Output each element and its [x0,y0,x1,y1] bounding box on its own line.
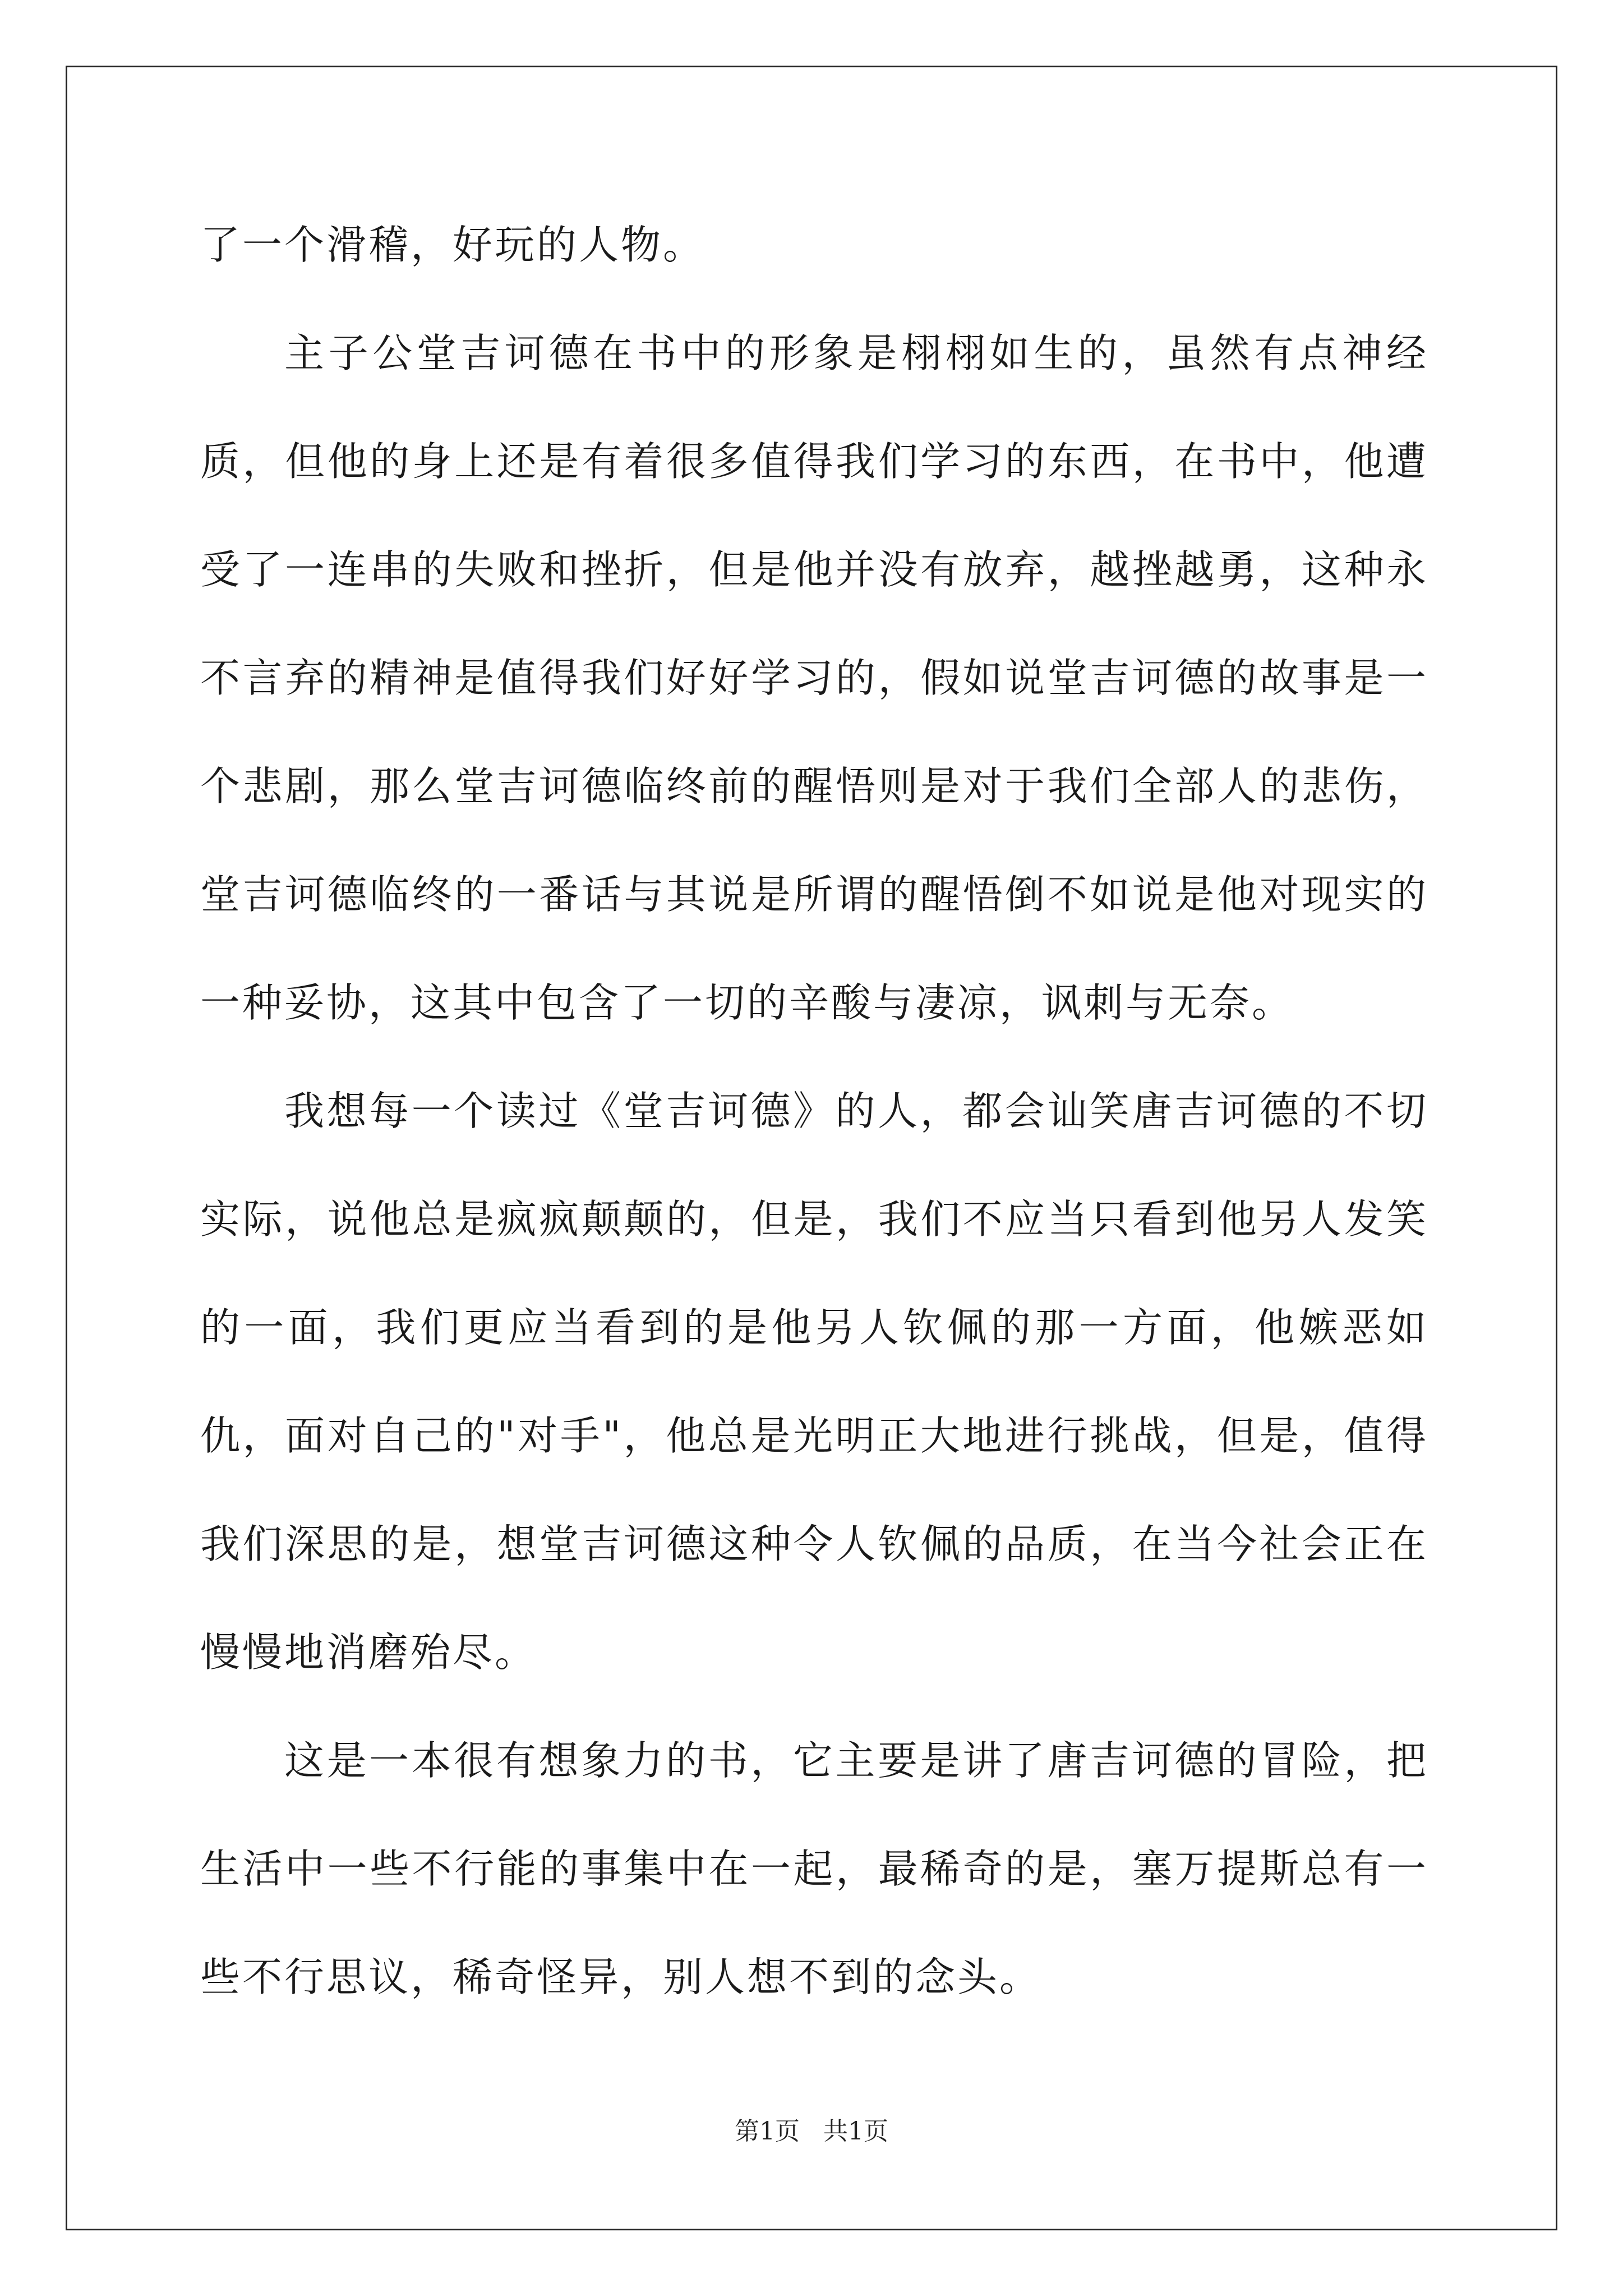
paragraph-4: 这是一本很有想象力的书，它主要是讲了唐吉诃德的冒险，把生活中一些不行能的事集中在一起，最稀奇的是，塞万提斯总有一些不行思议，稀奇怪异，别人想不到的念头。 [200,1737,1428,2000]
paragraph-2: 主子公堂吉诃德在书中的形象是栩栩如生的，虽然有点神经质，但他的身上还是有着很多值得我们学习的东西，在书中，他遭受了一连串的失败和挫折，但是他并没有放弃，越挫越勇，这种永不言弃的精神是值得我们好好学习的，假如说堂吉诃德的故事是一个悲剧，那么堂吉诃德临终前的醒悟则是对于我们全部人的悲伤，堂吉诃德临终的一番话与其说是所谓的醒悟倒不如说是他对现实的一种妥协，这其中包含了一切的辛酸与凄凉，讽刺与无奈。 [200,330,1428,1026]
paragraph-1: 了一个滑稽，好玩的人物。 [200,222,706,268]
page-footer [0,2115,1623,2148]
page-number: 第1页 [735,2117,800,2146]
paragraph-3: 我想每一个读过《堂吉诃德》的人，都会讪笑唐吉诃德的不切实际，说他总是疯疯颠颠的，但是，我们不应当只看到他另人发笑的一面，我们更应当看到的是他另人钦佩的那一方面，他嫉恶如仇，面对自己的"对手"，他总是光明正大地进行挑战，但是，值得我们深思的是，想堂吉诃德这种令人钦佩的品质，在当今社会正在慢慢地消磨殆尽。 [200,1088,1428,1676]
document-body [200,191,1428,2031]
page-total: 共1页 [823,2117,888,2146]
